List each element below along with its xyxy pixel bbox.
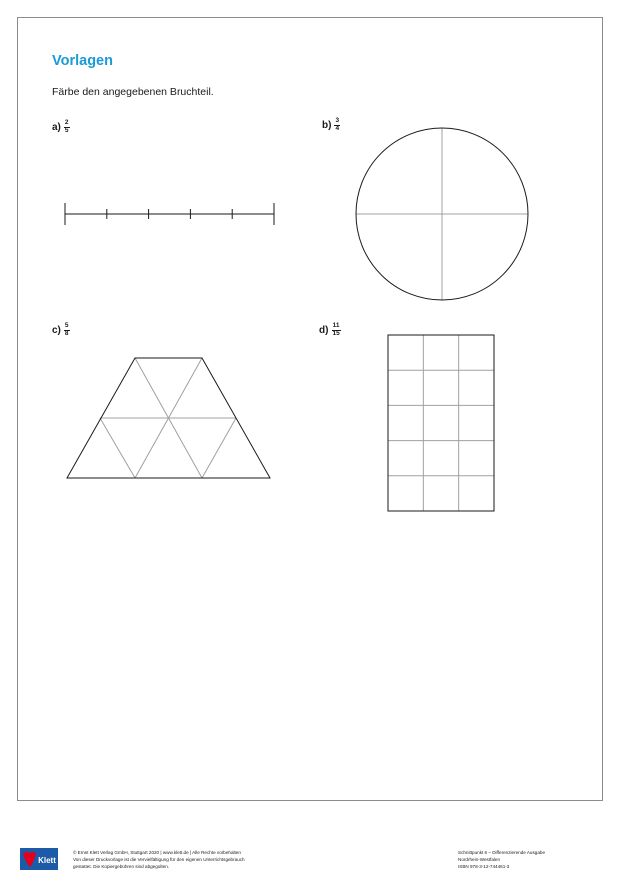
rectangle-grid-figure[interactable] bbox=[383, 330, 499, 516]
footer-copyright-line: Von dieser Druckvorlage ist die Vervielfältigung für den eigenen Unterrichtsgebrauch bbox=[73, 857, 245, 862]
footer-copyright-line: © Ernst Klett Verlag GmbH, Stuttgart 2020 | www.klett.de | Alle Rechte vorbehalten bbox=[73, 850, 241, 855]
task-a-fraction bbox=[64, 120, 70, 134]
task-d-label bbox=[319, 323, 341, 337]
task-a-denominator: 5 bbox=[64, 126, 69, 134]
task-a-label bbox=[52, 120, 70, 134]
footer-book-line: Nordrhein-Westfalen bbox=[458, 857, 501, 862]
task-b-letter: b) bbox=[322, 119, 332, 131]
page-title: Vorlagen bbox=[52, 53, 113, 69]
footer-book-info bbox=[458, 849, 545, 870]
task-c-letter: c) bbox=[52, 324, 61, 336]
task-b-denominator: 4 bbox=[335, 124, 340, 132]
task-c-denominator: 8 bbox=[64, 329, 69, 337]
rectangle-grid-outline bbox=[388, 335, 494, 511]
task-a-letter: a) bbox=[52, 121, 61, 133]
task-b-numerator: 3 bbox=[335, 117, 340, 124]
footer-copyright-line: gestattet. Die Kopiergebühren sind abgegolten. bbox=[73, 864, 170, 869]
number-line-figure[interactable] bbox=[60, 200, 280, 230]
instruction-text: Färbe den angegebenen Bruchteil. bbox=[52, 86, 214, 98]
logo-text: Klett bbox=[38, 856, 56, 865]
task-d-fraction bbox=[331, 323, 340, 337]
task-a-numerator: 2 bbox=[64, 119, 69, 126]
task-d-denominator: 15 bbox=[332, 329, 340, 337]
klett-logo bbox=[20, 848, 58, 870]
rectangle-grid-lines bbox=[388, 335, 494, 511]
circle-figure[interactable] bbox=[350, 122, 534, 306]
task-c-fraction bbox=[64, 323, 70, 337]
trapezoid-inner-lines bbox=[100, 358, 236, 478]
task-b-label bbox=[322, 118, 340, 132]
footer-book-line: ISBN 978-3-12-744461-3 bbox=[458, 864, 510, 869]
task-b-fraction bbox=[334, 118, 340, 132]
trapezoid-figure[interactable] bbox=[60, 352, 280, 484]
task-d-numerator: 11 bbox=[332, 322, 340, 329]
task-c-label bbox=[52, 323, 70, 337]
task-d-letter: d) bbox=[319, 324, 329, 336]
footer-book-line: Schnittpunkt 6 – Differenzierende Ausgabe bbox=[458, 850, 546, 855]
task-c-numerator: 5 bbox=[64, 322, 69, 329]
footer-copyright bbox=[73, 849, 245, 870]
